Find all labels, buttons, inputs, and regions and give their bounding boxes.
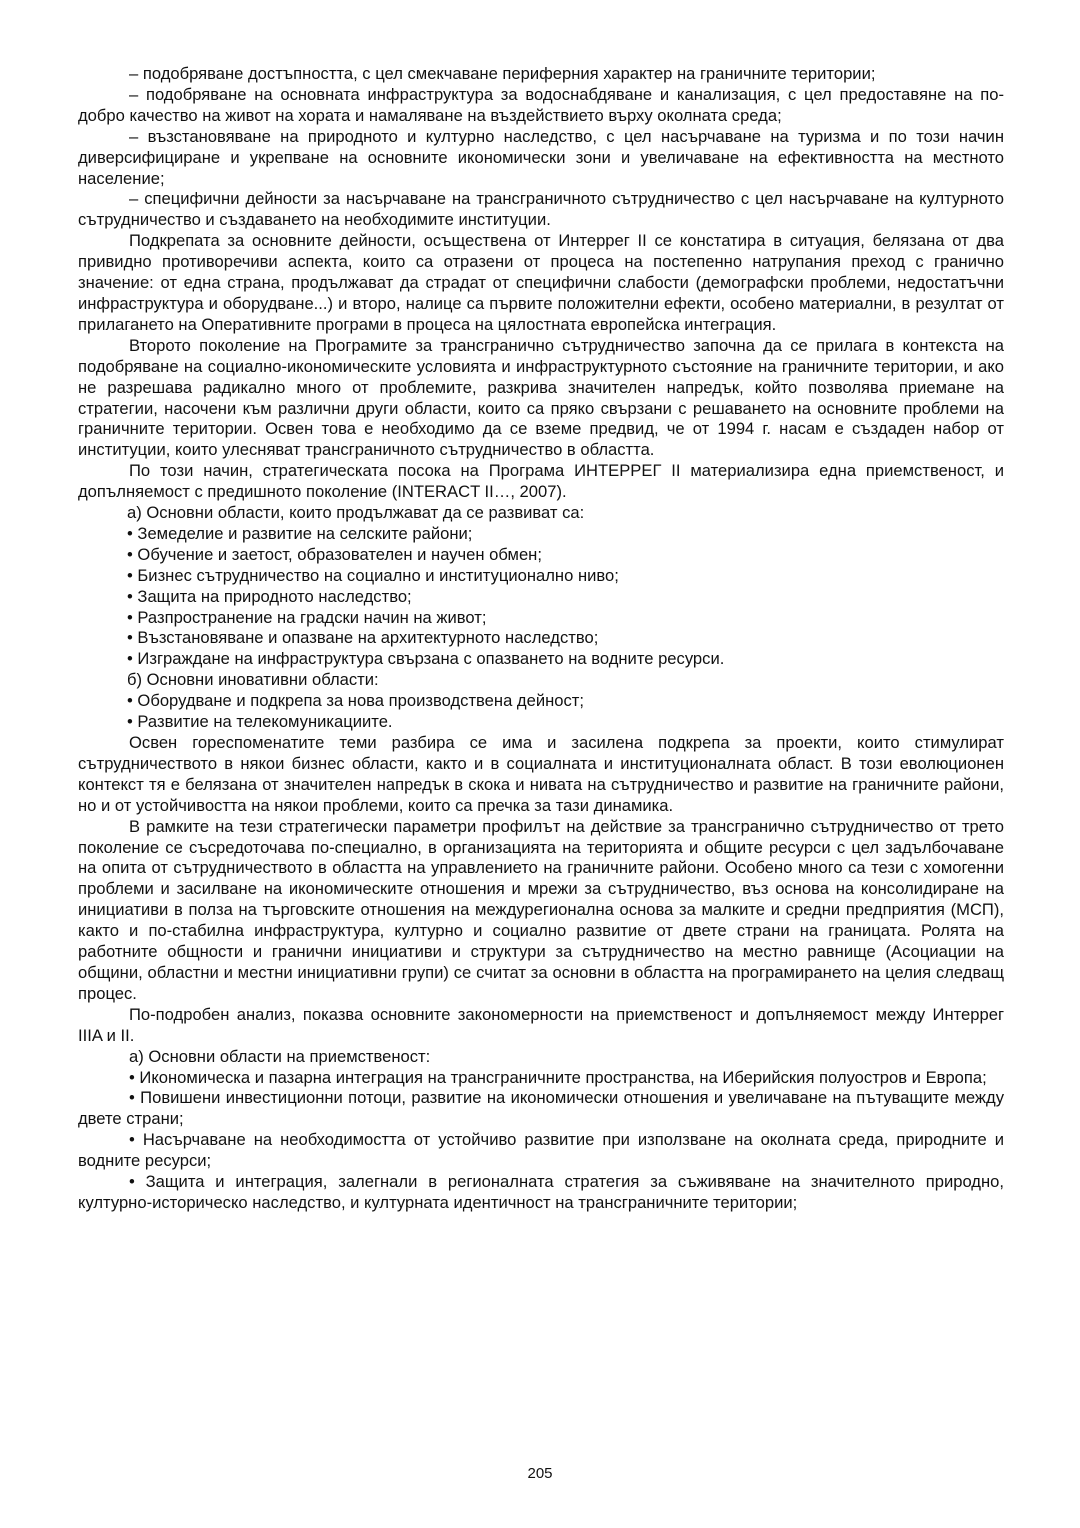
paragraph-6: Второто поколение на Програмите за трансгранично сътрудничество започна да се прилага в контекста на подобряване на социално-икономическите условията и инфраструктурното състояние на граничните територии, и ако не разрешава радикално много от проблемите, разкрива значителен напредък, който позволява приемане на стратегии, насочени към различни други области, които са пряко свързани с решаването на основните проблеми на граничните територии. Освен това е необходимо да се вземе предвид, че от 1994 г. насам е създаден набор от институции, които улесняват трансграничното сътрудничество в областта.: [78, 335, 1004, 460]
paragraph-3: – възстановяване на природното и културно наследство, с цел насърчаване на туризма и по този начин диверсифициране и укрепване на основните икономически зони и увеличаване на ефективността на местното население;: [78, 126, 1004, 188]
paragraph-8: Освен гореспоменатите теми разбира се има и засилена подкрепа за проекти, които стимулират сътрудничеството в някои бизнес области, както и в социалната и институционалната област. В този еволюционен контекст тя е белязана от значителен напредък в скока и нивата на сътрудничество и развитие на граничните райони, но и от устойчивостта на някои проблеми, които са пречка за тази динамика.: [78, 733, 1004, 815]
paragraph-4: – специфични дейности за насърчаване на трансграничното сътрудничество с цел насърчаване на културното сътрудничество и създаването на необходимите институции.: [78, 189, 1004, 230]
list-item: • Икономическа и пазарна интеграция на трансграничните пространства, на Иберийския полуостров и Европа;: [129, 1067, 987, 1087]
paragraph-7: По този начин, стратегическата посока на Програма ИНТЕРРЕГ II материализира една приемственост, и допълняемост с предишното поколение (INTERACT II…, 2007).: [78, 461, 1004, 502]
paragraph-2: – подобряване на основната инфраструктура за водоснабдяване и канализация, с цел предоставяне на по-добро качество на живот на хората и намаляване на въздействието върху околната среда;: [78, 84, 1004, 125]
list-heading-a: а) Основни области, които продължават да се развиват са:: [127, 503, 585, 523]
paragraph-5: Подкрепата за основните дейности, осъществена от Интеррег II се констатира в ситуация, белязана от два привидно противоречиви аспекта, които са отразени от процеса на постепенно натрупания преход с гранично значение: от една страна, продължават да страдат от специфични слабости (демографски проблеми, недостатъчни инфраструктура и оборудване...) и второ, налице са първите положителни ефекти, особено материални, в резултат от прилагането на Оперативните програми в процеса на цялостната европейска интеграция.: [78, 231, 1004, 334]
list-item: • Оборудване и подкрепа за нова производствена дейност;: [127, 691, 584, 711]
list-item: • Повишени инвестиционни потоци, развитие на икономически отношения и увеличаване на пътуващите между двете страни;: [78, 1088, 1004, 1129]
paragraph-10: По-подробен анализ, показва основните закономерности на приемственост и допълняемост между Интеррег IIIA и II.: [78, 1004, 1004, 1045]
list-item: • Възстановяване и опазване на архитектурното наследство;: [127, 628, 599, 648]
document-body: [78, 64, 1004, 1214]
list-item: • Разпространение на градски начин на живот;: [127, 607, 487, 627]
list-heading-b: б) Основни иновативни области:: [127, 670, 379, 690]
list-item: • Обучение и заетост, образователен и научен обмен;: [127, 544, 542, 564]
paragraph-1: – подобряване достъпността, с цел смекчаване периферния характер на граничните територии;: [129, 64, 876, 83]
list-item: • Защита и интеграция, залегнали в регионалната стратегия за съживяване на значителното природно, културно-историческо наследство, и културната идентичност на трансграничните територии;: [78, 1172, 1004, 1212]
list-item: • Насърчаване на необходимостта от устойчиво развитие при използване на околната среда, природните и водните ресурси;: [78, 1130, 1004, 1171]
list-item: • Развитие на телекомуникациите.: [127, 712, 393, 732]
list-item: • Защита на природното наследство;: [127, 586, 412, 606]
page-number: 205: [527, 1465, 553, 1482]
list-item: • Изграждане на инфраструктура свързана с опазването на водните ресурси.: [127, 649, 725, 669]
list-item: • Бизнес сътрудничество на социално и институционално ниво;: [127, 565, 619, 585]
paragraph-9: В рамките на тези стратегически параметри профилът на действие за трансгранично сътрудничество от трето поколение се съсредоточава по-специално, в организацията на територията и общите ресурси с цел задълбочаване на опита от сътрудничеството в областта на управлението на граничните райони. Особено много са тези с хомогенни проблеми и засилване на икономическите отношения и мрежи за сътрудничество, въз основа на консолидиране на инициативи в полза на търговските отношения на междурегионална основа за малките и средни предприятия (МСП), както и по-стабилна инфраструктура, културно и социално развитие от двете страни на границата. Ролята на работните общности и гранични инициативи и структури за сътрудничество на местно равнище (Асоциации на общини, областни и местни инициативни групи) се считат за основни в областта на програмирането на целия следващ процес.: [78, 816, 1004, 1003]
list-heading-continuity: а) Основни области на приемственост:: [129, 1046, 431, 1066]
list-item: • Земеделие и развитие на селските райони;: [127, 523, 473, 543]
